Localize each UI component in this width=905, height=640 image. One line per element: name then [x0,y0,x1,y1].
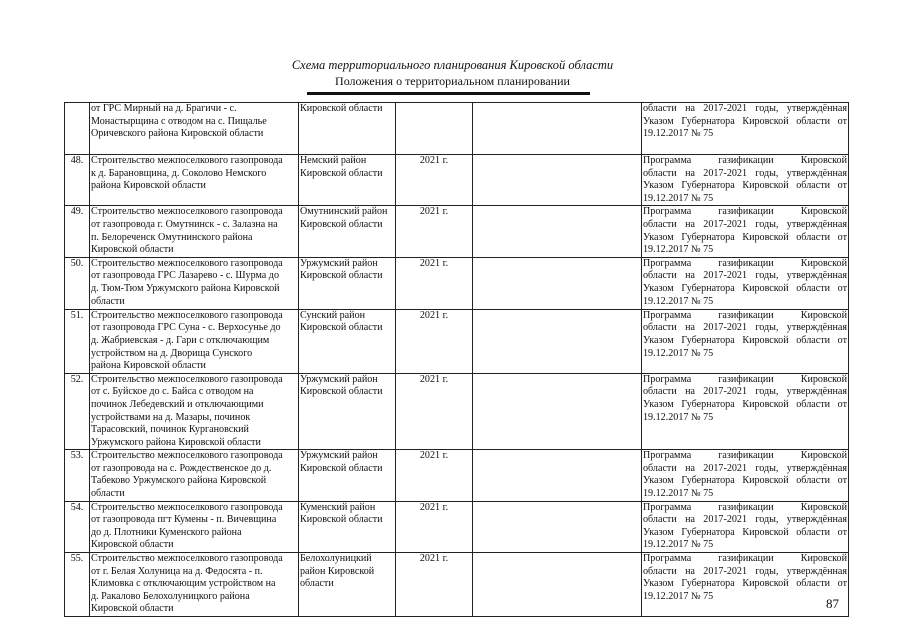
basis-document-line: 19.12.2017 № 75 [643,539,714,551]
object-name-line: д. Жабриевская - д. Гари с отключающим [91,334,270,346]
district-cell [299,553,396,617]
basis-document-line: Программа газификации Кировской [643,553,847,565]
object-name-line: Уржумского района Кировской области [91,436,261,448]
object-name-cell [90,553,299,617]
object-name-line: п. Белореченск Омутнинского района [91,231,253,243]
district-line: Кировской области [300,322,383,334]
table-row [65,155,849,206]
object-name-cell [90,501,299,552]
basis-document-cell [642,553,849,617]
basis-document-line: области на 2017-2021 годы, утверждённая [643,167,847,179]
district-cell [299,309,396,373]
row-number: 55. [65,553,90,617]
basis-document-cell [642,501,849,552]
basis-document-line: 19.12.2017 № 75 [643,192,714,204]
object-name-cell [90,373,299,450]
table-row [65,103,849,155]
district-line: Кировской области [300,167,383,179]
district-line: Уржумский район [300,373,378,385]
empty-cell [473,553,642,617]
district-line: Уржумский район [300,257,378,269]
district-cell [299,155,396,206]
row-number: 48. [65,155,90,206]
row-number: 49. [65,206,90,257]
page-number: 87 [826,596,839,611]
object-name-line: области [91,488,125,500]
object-name-line: до д. Плотники Куменского района [91,526,242,538]
basis-document-line: Указом Губернатора Кировской области от [643,475,847,487]
object-name-line: починок Лебедевский и отключающими [91,398,264,410]
object-name-line: Строительство межпоселкового газопровода [91,257,283,269]
empty-cell [473,373,642,450]
basis-document-line: Указом Губернатора Кировской области от [643,334,847,346]
object-name-line: от газопровода пгт Кумены - п. Вичевщина [91,514,277,526]
object-name-line: Строительство межпоселкового газопровода [91,309,283,321]
basis-document-line: Программа газификации Кировской [643,501,847,513]
year-cell [396,103,473,155]
object-name-line: Кировской области [91,603,174,615]
year-cell: 2021 г. [396,257,473,309]
object-name-cell [90,257,299,309]
basis-document-cell [642,450,849,501]
empty-cell [473,206,642,257]
year-cell: 2021 г. [396,155,473,206]
year-cell: 2021 г. [396,553,473,617]
object-name-cell [90,450,299,501]
district-line: Кировской области [300,270,383,282]
district-line: Сунский район [300,309,366,321]
empty-cell [473,309,642,373]
basis-document-line: области на 2017-2021 годы, утверждённая [643,270,847,282]
basis-document-line: области на 2017-2021 годы, утверждённая [643,103,847,114]
basis-document-line: 19.12.2017 № 75 [643,411,714,423]
register-table [64,102,849,617]
object-name-line: Строительство межпоселкового газопровода [91,373,283,385]
object-name-line: от газопровода ГРС Суна - с. Верхосунье до [91,322,281,334]
district-line: Кировской области [300,218,383,230]
basis-document-line: Указом Губернатора Кировской области от [643,578,847,590]
year-cell: 2021 г. [396,309,473,373]
year-cell: 2021 г. [396,206,473,257]
basis-document-line: Указом Губернатора Кировской области от [643,115,847,127]
basis-document-line: 19.12.2017 № 75 [643,295,714,307]
district-line: Куменский район [300,501,376,513]
object-name-cell [90,103,299,155]
object-name-line: Строительство межпоселкового газопровода [91,553,283,565]
register-table-body [65,103,849,617]
object-name-cell [90,155,299,206]
object-name-line: Табеково Уржумского района Кировской [91,475,267,487]
object-name-line: Строительство межпоселкового газопровода [91,206,283,218]
object-name-line: от газопровода г. Омутнинск - с. Залазна на [91,218,278,230]
basis-document-cell [642,309,849,373]
document-subtitle: Положения о территориальном планировании [335,74,570,88]
object-name-line: от с. Буйское до с. Байса с отводом на [91,386,254,398]
object-name-line: от г. Белая Холуница на д. Федосята - п. [91,565,263,577]
object-name-line: д. Тюм-Тюм Уржумского района Кировской [91,282,280,294]
basis-document-line: Указом Губернатора Кировской области от [643,398,847,410]
year-cell: 2021 г. [396,373,473,450]
district-cell [299,373,396,450]
basis-document-line: Указом Губернатора Кировской области от [643,231,847,243]
object-name-line: Строительство межпоселкового газопровода [91,501,283,513]
basis-document-line: 19.12.2017 № 75 [643,128,714,140]
row-number: 51. [65,309,90,373]
district-line: Кировской области [300,462,383,474]
basis-document-cell [642,373,849,450]
basis-document-line: области на 2017-2021 годы, утверждённая [643,565,847,577]
object-name-line: Кировской области [91,244,174,256]
year-cell: 2021 г. [396,501,473,552]
basis-document-line: Программа газификации Кировской [643,257,847,269]
basis-document-line: Программа газификации Кировской [643,206,847,218]
district-cell [299,501,396,552]
district-line: Кировской области [300,103,383,114]
district-line: Кировской области [300,514,383,526]
basis-document-line: Программа газификации Кировской [643,155,847,166]
row-number: 50. [65,257,90,309]
basis-document-cell [642,257,849,309]
row-number: 53. [65,450,90,501]
basis-document-line: области на 2017-2021 годы, утверждённая [643,386,847,398]
basis-document-cell [642,155,849,206]
basis-document-line: области на 2017-2021 годы, утверждённая [643,322,847,334]
district-line: Немский район [300,155,367,166]
object-name-line: Строительство межпоселкового газопровода [91,155,283,166]
basis-document-line: Программа газификации Кировской [643,373,847,385]
row-number: 52. [65,373,90,450]
table-row [65,206,849,257]
basis-document-line: области на 2017-2021 годы, утверждённая [643,514,847,526]
empty-cell [473,450,642,501]
year-cell: 2021 г. [396,450,473,501]
basis-document-line: области на 2017-2021 годы, утверждённая [643,462,847,474]
object-name-line: от газопровода на с. Рождественское до д. [91,462,272,474]
district-line: Белохолуницкий [300,553,372,565]
district-line: Омутнинский район [300,206,388,218]
object-name-line: Кировской области [91,539,174,551]
row-number [65,103,90,155]
basis-document-line: 19.12.2017 № 75 [643,590,714,602]
table-row [65,257,849,309]
district-line: области [300,578,334,590]
object-name-line: устройствами на д. Мазары, починок [91,411,251,423]
basis-document-cell [642,206,849,257]
object-name-line: района Кировской области [91,180,206,192]
object-name-line: Монастырщина с отводом на с. Пищалье [91,115,267,127]
basis-document-line: области на 2017-2021 годы, утверждённая [643,218,847,230]
object-name-line: от газопровода ГРС Лазарево - с. Шурма до [91,270,279,282]
object-name-line: района Кировской области [91,360,206,372]
table-row [65,309,849,373]
district-cell [299,450,396,501]
object-name-line: Тарасовский, починок Кургановский [91,424,249,436]
district-line: район Кировской [300,565,375,577]
district-cell [299,206,396,257]
object-name-line: к д. Барановщина, д. Соколово Немского [91,167,267,179]
object-name-line: устройством на д. Дворища Сунского [91,347,253,359]
basis-document-line: Указом Губернатора Кировской области от [643,282,847,294]
object-name-line: Оричевского района Кировской области [91,128,264,140]
table-row [65,373,849,450]
object-name-line: от ГРС Мирный на д. Брагичи - с. [91,103,237,114]
basis-document-line: Указом Губернатора Кировской области от [643,526,847,538]
basis-document-line: 19.12.2017 № 75 [643,244,714,256]
basis-document-line: 19.12.2017 № 75 [643,347,714,359]
document-title: Схема территориального планирования Кировской области [291,58,614,72]
empty-cell [473,103,642,155]
row-number: 54. [65,501,90,552]
object-name-line: Климовка с отключающим устройством на [91,578,276,590]
table-row [65,450,849,501]
object-name-line: Строительство межпоселкового газопровода [91,450,283,462]
basis-document-cell [642,103,849,155]
table-row [65,501,849,552]
header-rule [307,92,590,95]
empty-cell [473,257,642,309]
empty-cell [473,501,642,552]
object-name-line: области [91,295,125,307]
object-name-line: д. Ракалово Белохолуницкого района [91,590,250,602]
district-line: Кировской области [300,386,383,398]
district-cell [299,257,396,309]
object-name-cell [90,309,299,373]
district-cell [299,103,396,155]
district-line: Уржумский район [300,450,378,462]
empty-cell [473,155,642,206]
object-name-cell [90,206,299,257]
basis-document-line: 19.12.2017 № 75 [643,488,714,500]
table-row [65,553,849,617]
basis-document-line: Указом Губернатора Кировской области от [643,180,847,192]
basis-document-line: Программа газификации Кировской [643,309,847,321]
basis-document-line: Программа газификации Кировской [643,450,847,462]
